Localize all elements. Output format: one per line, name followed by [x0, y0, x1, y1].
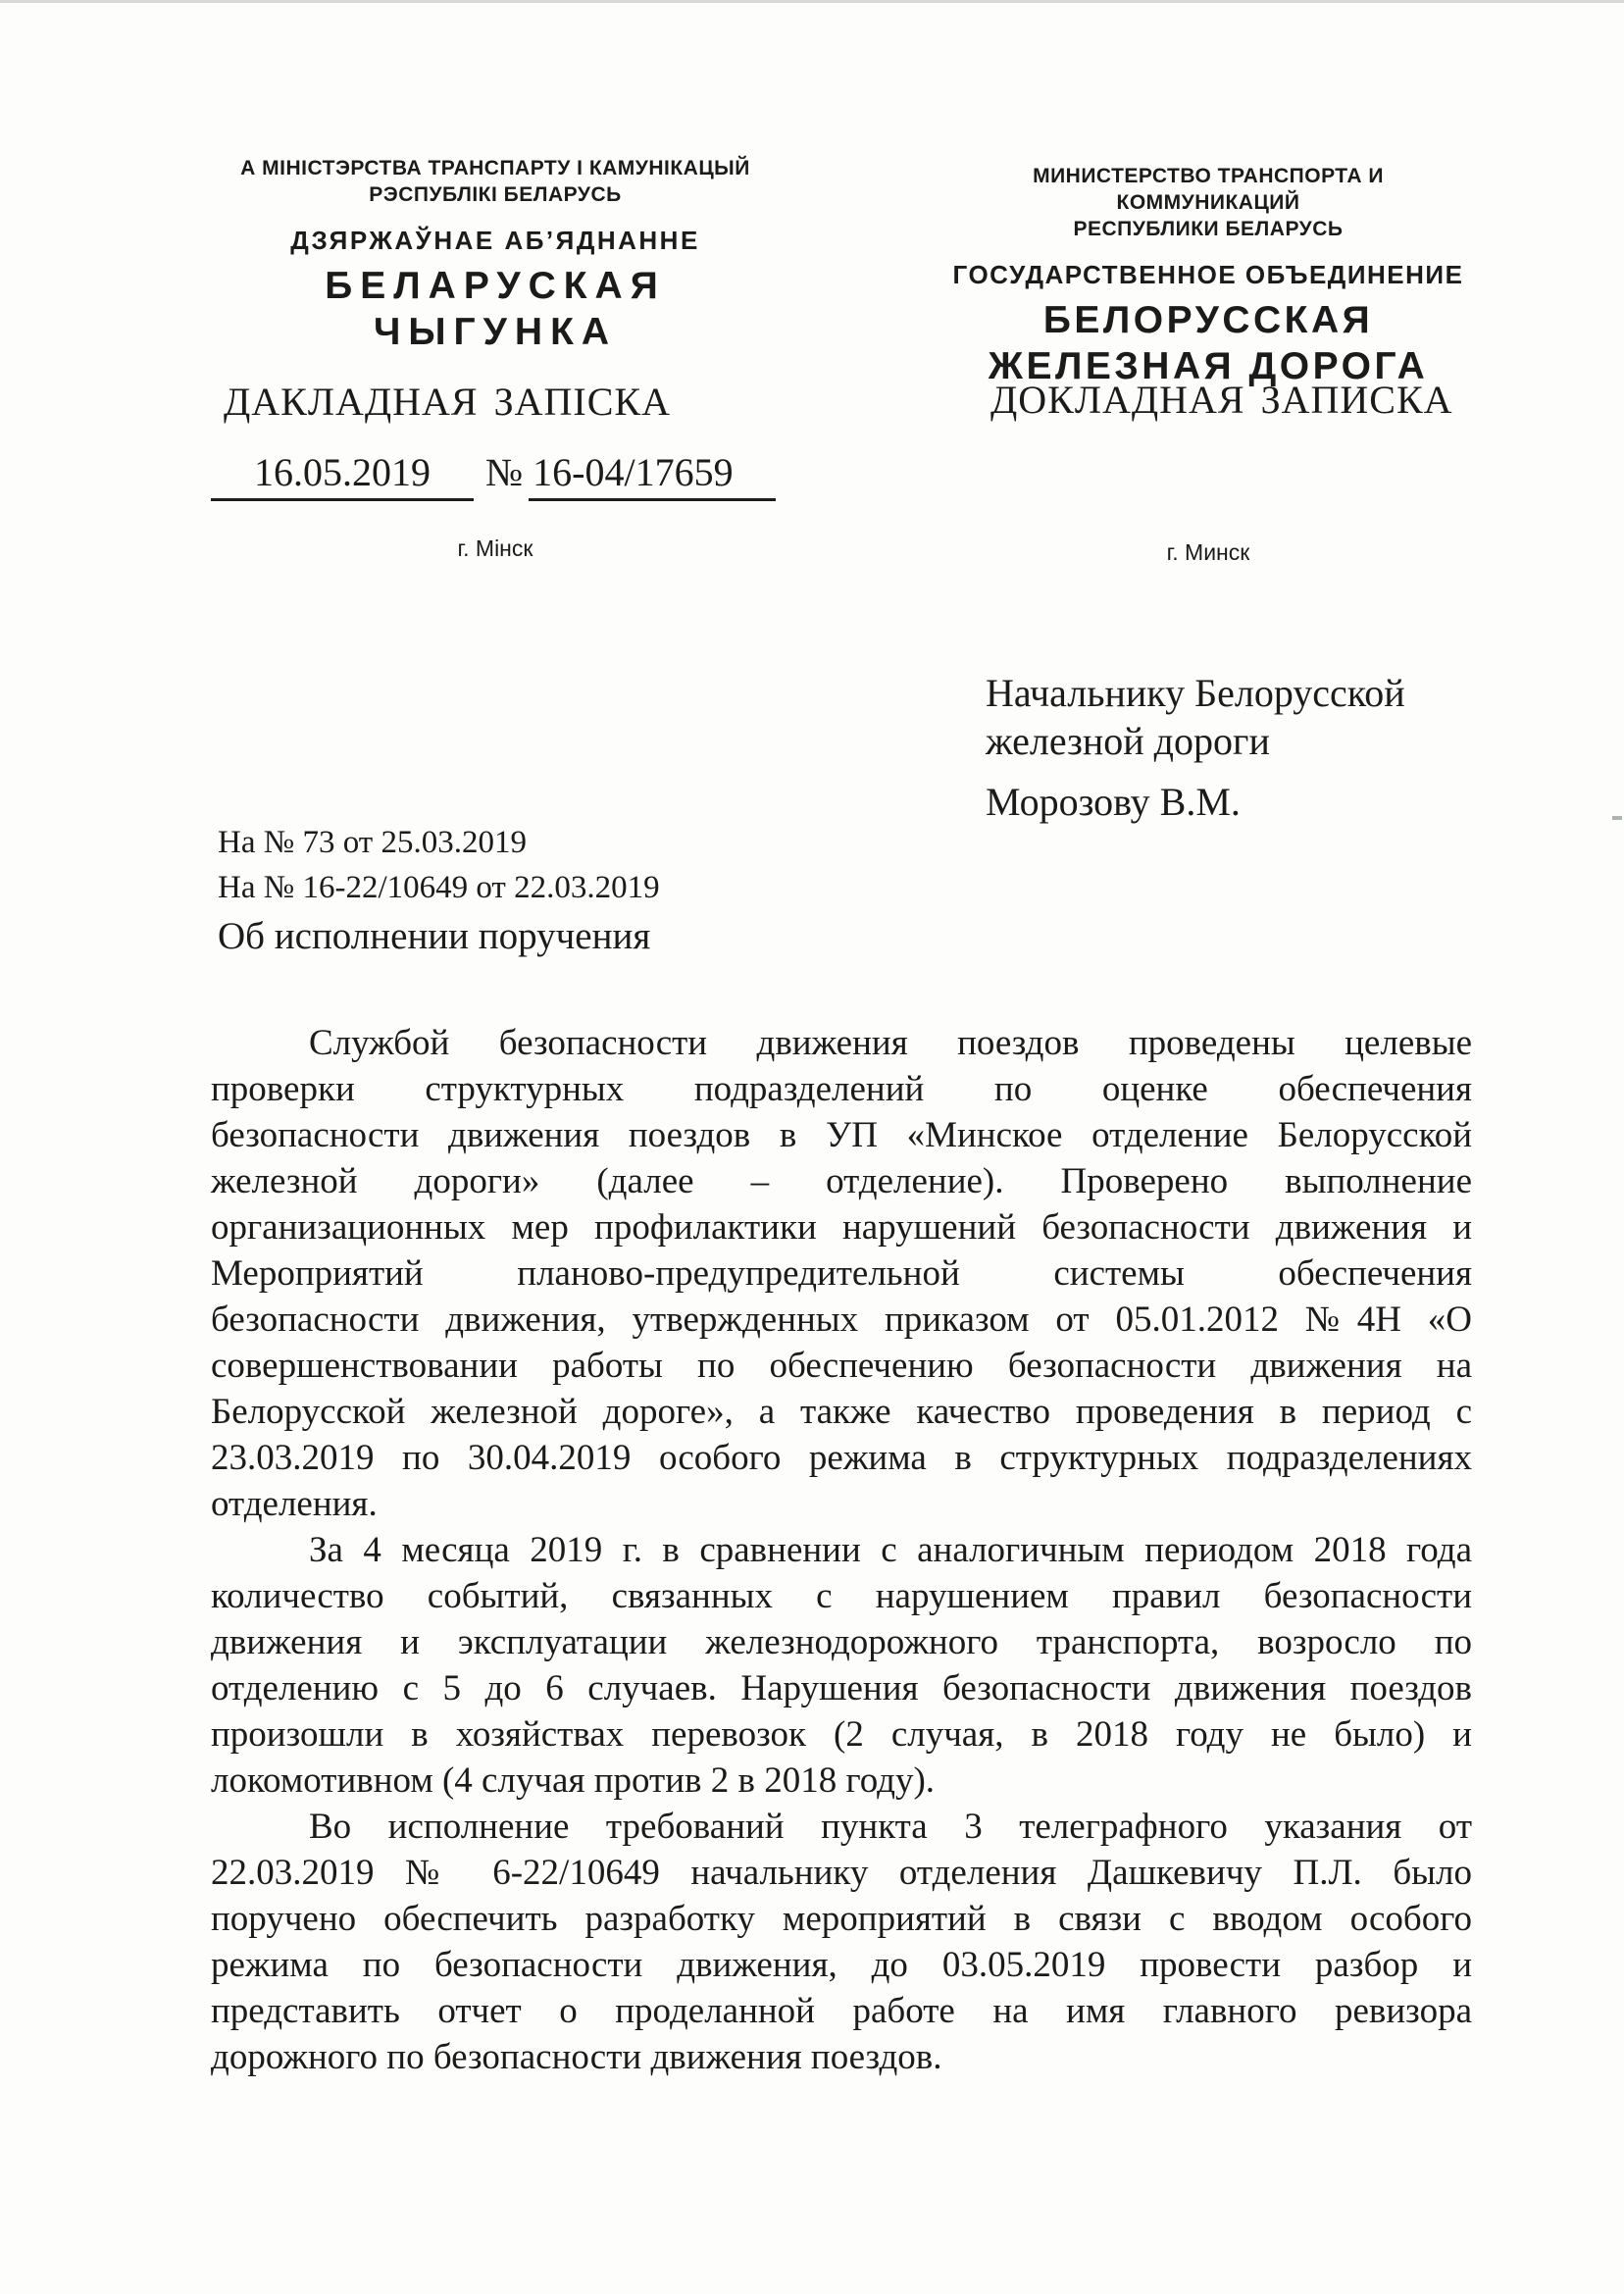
body-line: произошли в хозяйствах перевозок (2 случая, в 2018 году не было) и	[211, 1714, 1472, 1755]
org-name-line1-by: БЕЛАРУСКАЯ	[325, 265, 666, 307]
addressee-name: Морозову В.М.	[986, 780, 1241, 824]
city-by: г. Мінск	[457, 535, 533, 561]
org-name-line2-ru: ЖЕЛЕЗНАЯ ДОРОГА	[988, 345, 1429, 387]
body-text	[211, 1020, 1472, 2080]
body-line: 23.03.2019 по 30.04.2019 особого режима в структурных подразделениях	[211, 1438, 1472, 1478]
number-sign: №	[485, 450, 524, 494]
body-line: Во исполнение требований пункта 3 телеграфного указания от	[309, 1807, 1472, 1847]
ministry-name-line1-ru: МИНИСТЕРСТВО ТРАНСПОРТА И КОММУНИКАЦИЙ	[1033, 165, 1384, 214]
ministry-name-line2-ru: РЕСПУБЛИКИ БЕЛАРУСЬ	[1073, 218, 1344, 240]
addressee-line2: железной дороги	[986, 719, 1270, 763]
body-line: отделения.	[211, 1484, 378, 1524]
letterhead-russian	[939, 163, 1477, 389]
doc-type-title-by: ДАКЛАДНАЯ ЗАПІСКА	[224, 380, 671, 424]
body-line: организационных мер профилактики нарушений безопасности движения и	[211, 1207, 1472, 1248]
body-paragraph	[211, 1527, 1472, 1804]
reference-block	[218, 820, 660, 910]
org-type-by: ДЗЯРЖАЎНАЕ АБ’ЯДНАННЕ	[290, 226, 700, 255]
ministry-name-line1-by: А МІНІСТЭРСТВА ТРАНСПАРТУ І КАМУНІКАЦЫЙ	[240, 157, 750, 179]
body-line: совершенствовании работы по обеспечению безопасности движения на	[211, 1346, 1472, 1386]
letterhead-belarusian	[147, 155, 843, 355]
body-line: движения и эксплуатации железнодорожного транспорта, возросло по	[211, 1622, 1472, 1662]
body-line: поручено обеспечить разработку мероприятий в связи с вводом особого	[211, 1899, 1472, 1939]
city-ru: г. Минск	[1166, 539, 1250, 565]
doc-type-title-ru: ДОКЛАДНАЯ ЗАПИСКА	[990, 378, 1453, 422]
scan-top-edge-artifact	[0, 0, 1624, 3]
body-paragraph	[211, 1020, 1472, 1527]
doc-registration-number: 16-04/17659	[529, 449, 776, 501]
body-paragraph	[211, 1804, 1472, 2080]
body-line: безопасности движения, утвержденных приказом от 05.01.2012 №4Н «О	[211, 1300, 1472, 1340]
org-type-ru: ГОСУДАРСТВЕННОЕ ОБЪЕДИНЕНИЕ	[952, 260, 1464, 289]
body-line: Мероприятий планово-предупредительной системы обеспечения	[211, 1253, 1472, 1294]
reference-line1: На № 73 от 25.03.2019	[218, 825, 527, 860]
body-line: Службой безопасности движения поездов проведены целевые	[309, 1023, 1472, 1063]
body-line: режима по безопасности движения, до 03.05.2019 провести разбор и	[211, 1945, 1472, 1985]
body-line: представить отчет о проделанной работе на имя главного ревизора	[211, 1991, 1472, 2031]
addressee-line1: Начальнику Белорусской	[986, 671, 1405, 715]
doc-date: 16.05.2019	[211, 449, 474, 501]
body-line: железной дороги» (далее – отделение). Проверено выполнение	[211, 1161, 1472, 1201]
addressee-block	[986, 669, 1405, 826]
subject-line: Об исполнении поручения	[218, 915, 651, 957]
body-line: локомотивном (4 случая против 2 в 2018 году).	[211, 1760, 936, 1801]
body-line: количество событий, связанных с нарушением правил безопасности	[211, 1576, 1472, 1616]
body-line: За 4 месяца 2019 г. в сравнении с аналогичным периодом 2018 года	[309, 1530, 1472, 1570]
ministry-name-line2-by: РЭСПУБЛІКІ БЕЛАРУСЬ	[369, 183, 622, 206]
body-line: Белорусской железной дороге», а также качество проведения в период с	[211, 1392, 1472, 1432]
body-line: безопасности движения поездов в УП «Минское отделение Белорусской	[211, 1115, 1472, 1155]
body-line: дорожного по безопасности движения поездов.	[211, 2037, 942, 2077]
scan-margin-artifact	[1612, 816, 1622, 820]
body-line: 22.03.2019 № 6-22/10649 начальнику отделения Дашкевичу П.Л. было	[211, 1853, 1472, 1893]
org-name-line1-ru: БЕЛОРУССКАЯ	[1042, 299, 1374, 341]
body-line: проверки структурных подразделений по оценке обеспечения	[211, 1069, 1472, 1109]
org-name-line2-by: ЧЫГУНКА	[373, 311, 618, 353]
reference-line2: На № 16-22/10649 от 22.03.2019	[218, 870, 660, 905]
doc-number-row	[211, 449, 776, 501]
body-line: отделению с 5 до 6 случаев. Нарушения безопасности движения поездов	[211, 1668, 1472, 1708]
